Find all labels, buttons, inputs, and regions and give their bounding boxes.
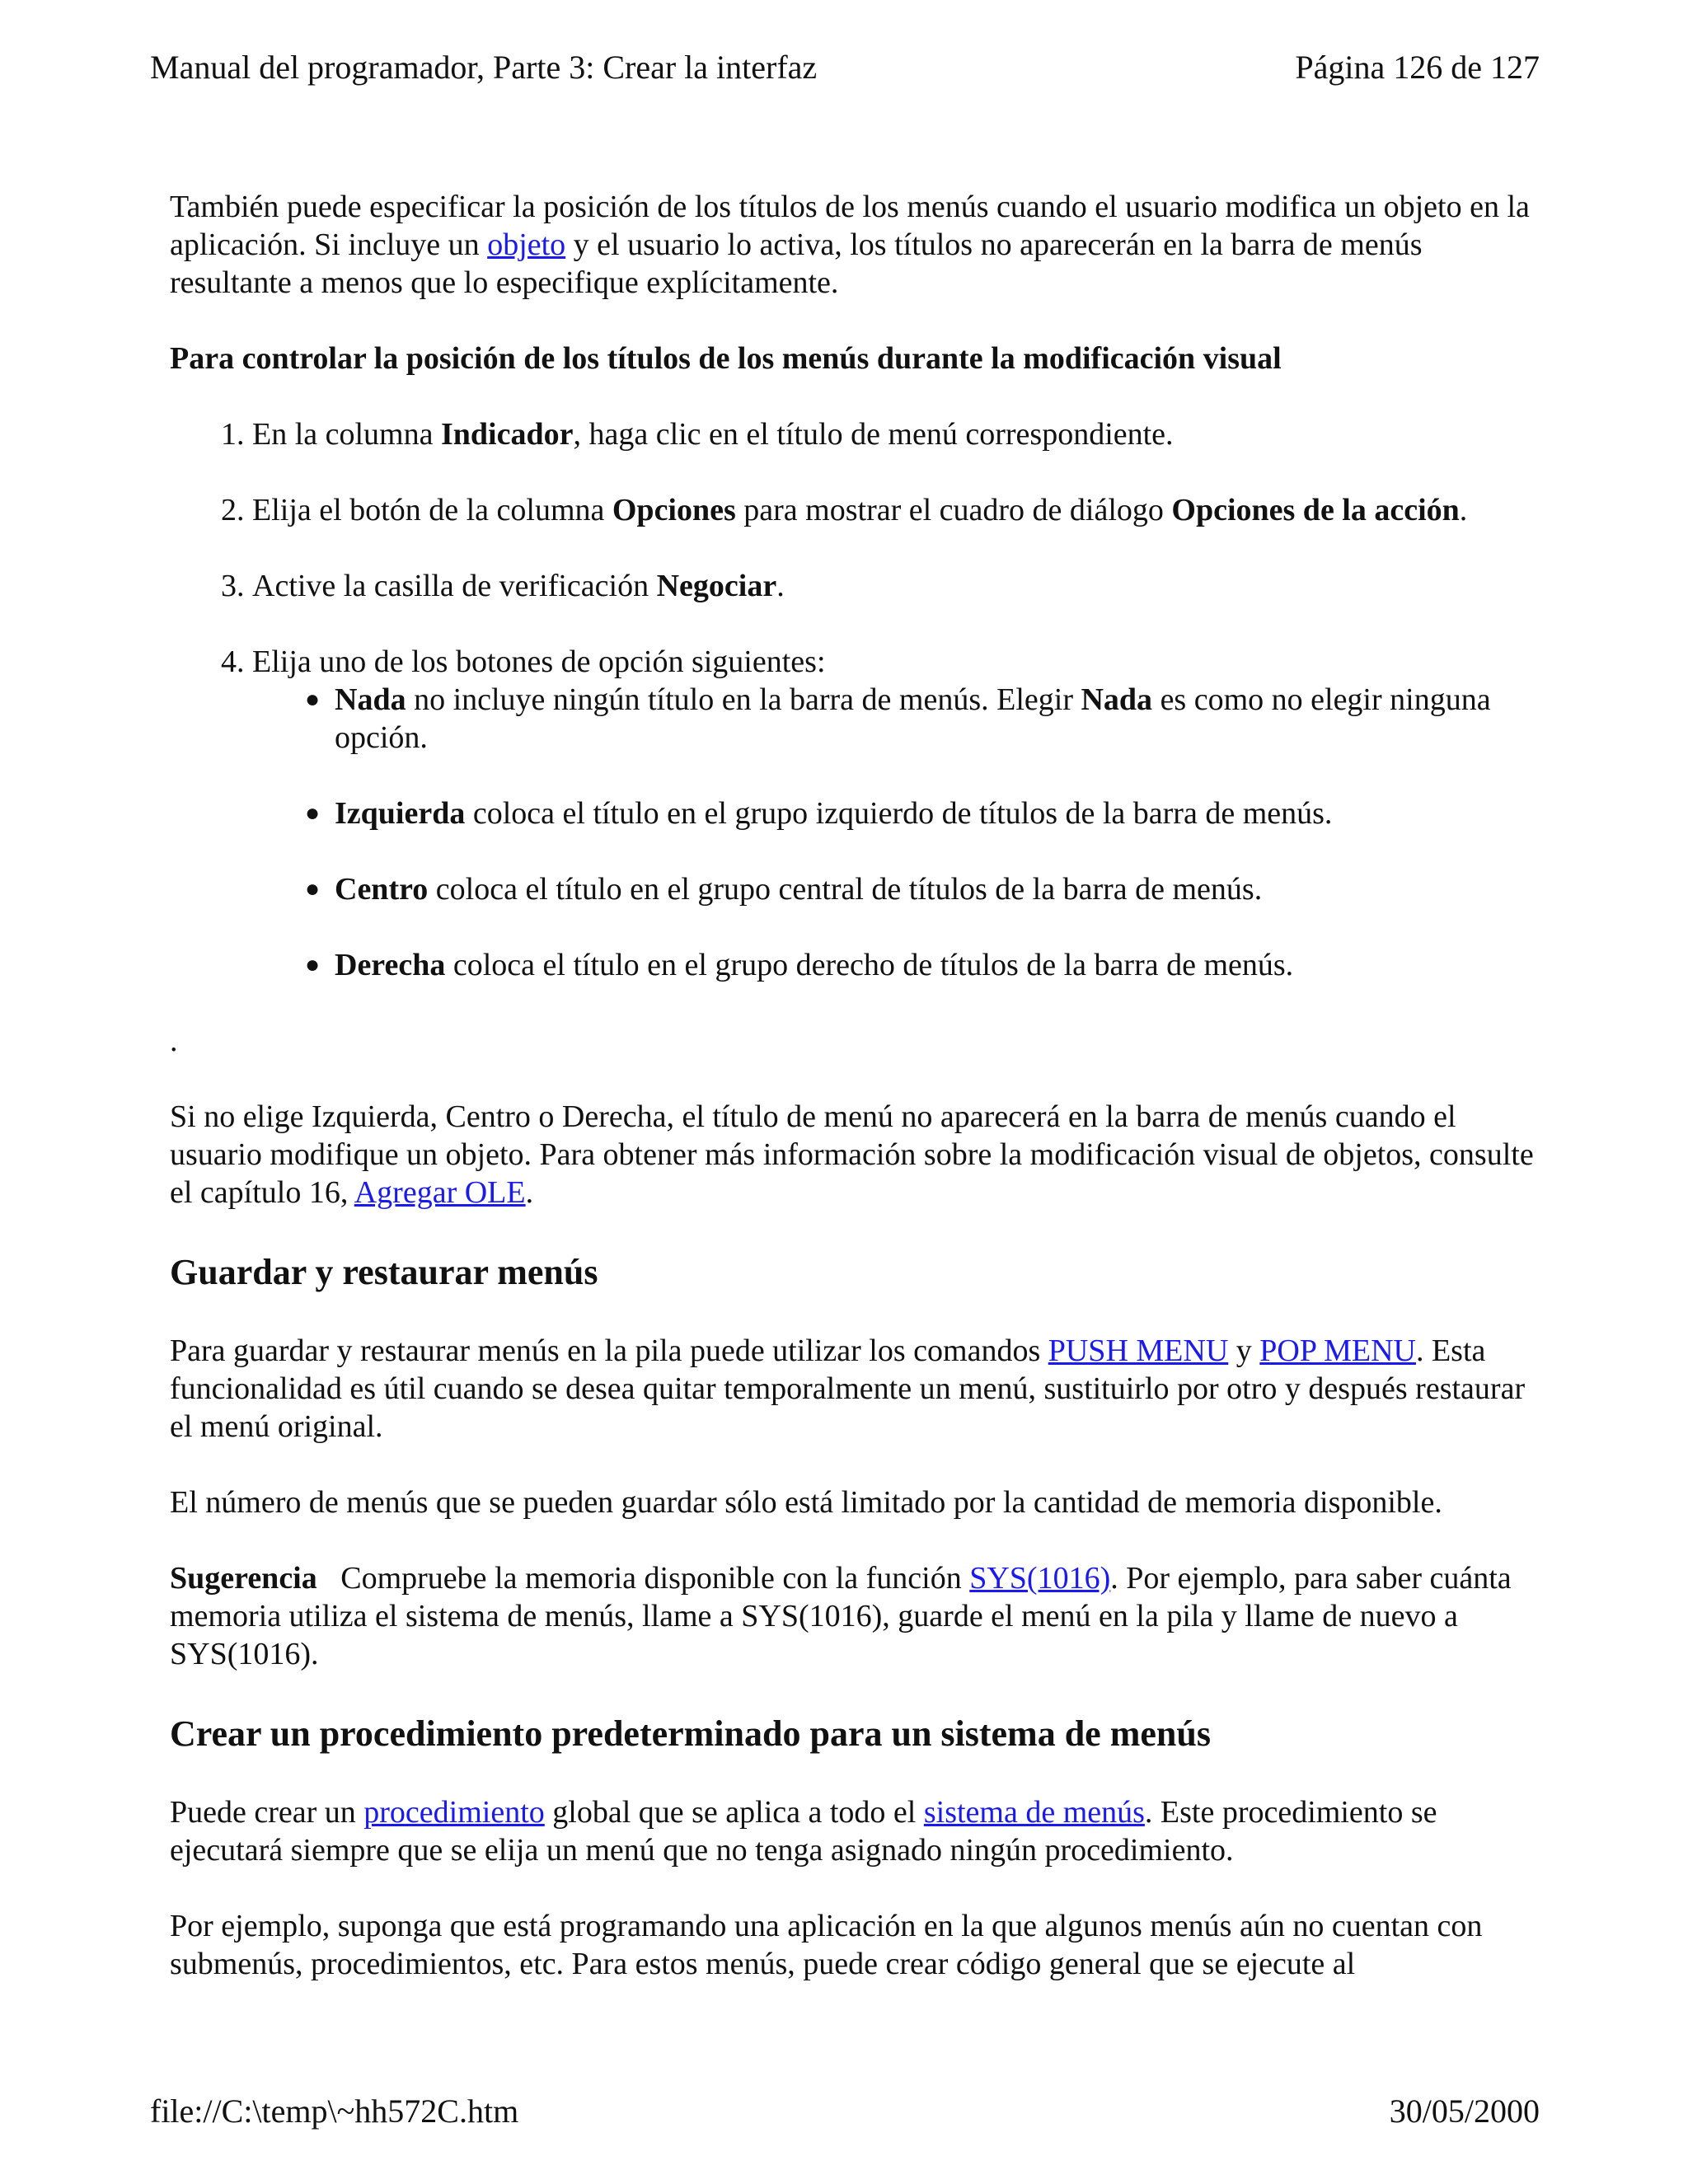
option-bold: Derecha: [335, 948, 446, 982]
option-bold: Centro: [335, 872, 429, 907]
paragraph-text: Si no elige Izquierda, Centro o Derecha, el título de menú no aparecerá en la barra de menús cuando el usuario modifique un objeto. Para obtener más información sobre la modificación visual de objetos, consulte el capítulo 16,: [170, 1099, 1534, 1210]
step-item: [252, 643, 1538, 984]
paragraph-text: global que se aplica a todo el: [544, 1795, 924, 1830]
procedimiento-link[interactable]: procedimiento: [363, 1795, 545, 1830]
option-bold: Nada: [1081, 682, 1153, 717]
file-path: file://C:\temp\~hh572C.htm: [150, 2093, 519, 2130]
option-text: coloca el título en el grupo derecho de títulos de la barra de menús.: [445, 948, 1294, 982]
bullet-icon: ●: [305, 951, 321, 978]
paragraph-text: .: [525, 1175, 534, 1210]
option-item: [305, 794, 1538, 832]
sys1016-link[interactable]: SYS(1016): [969, 1561, 1111, 1596]
option-item: [305, 681, 1538, 757]
paragraph-text: . Por ejemplo, para saber cuánta memoria utiliza el sistema de menús, llame a SYS(1016), guarde el menú en la pila y llame de nuevo a SYS(1016).: [170, 1561, 1512, 1671]
bullet-icon: ●: [305, 799, 321, 827]
paragraph-text: . Esta funcionalidad es útil cuando se desea quitar temporalmente un menú, sustituirlo por otro y después restaurar el menú original.: [170, 1333, 1526, 1444]
procedure-heading: Para controlar la posición de los títulos de los menús durante la modificación visual: [170, 341, 1282, 376]
option-text: coloca el título en el grupo central de títulos de la barra de menús.: [428, 872, 1263, 907]
option-item: [305, 870, 1538, 908]
step-bold: Opciones: [612, 493, 736, 527]
steps-list: [170, 415, 1538, 984]
step-text: En la columna: [252, 417, 441, 452]
step-bold: Opciones de la acción: [1171, 493, 1460, 527]
page-content: [170, 188, 1538, 1983]
after-options-paragraph: [170, 1098, 1538, 1212]
document-title: Manual del programador, Parte 3: Crear la interfaz: [150, 49, 818, 86]
paragraph-text: Puede crear un: [170, 1795, 364, 1830]
step-item: [252, 567, 1538, 605]
intro-text: También puede especificar la posición de los títulos de los menús cuando el usuario modifica un objeto en la aplicación. Si incluye un: [170, 190, 1530, 262]
options-list: [252, 681, 1538, 984]
paragraph-text: y: [1228, 1333, 1260, 1368]
agregar-ole-link[interactable]: Agregar OLE: [354, 1175, 526, 1210]
page-header: [150, 48, 1540, 87]
sistema-de-menus-link[interactable]: sistema de menús: [923, 1795, 1145, 1830]
option-bold: Izquierda: [335, 796, 466, 831]
paragraph-text: . Este procedimiento se ejecutará siempre que se elija un menú que no tenga asignado ningún procedimiento.: [170, 1795, 1437, 1868]
objeto-link[interactable]: objeto: [487, 227, 566, 262]
step-text: Elija uno de los botones de opción siguientes:: [252, 644, 826, 679]
paragraph-text: Para guardar y restaurar menús en la pila puede utilizar los comandos: [170, 1333, 1048, 1368]
step-text: , haga clic en el título de menú correspondiente.: [573, 417, 1174, 452]
push-menu-link[interactable]: PUSH MENU: [1048, 1333, 1229, 1368]
example-paragraph: Por ejemplo, suponga que está programando una aplicación en la que algunos menús aún no cuentan con submenús, procedimientos, etc. Para estos menús, puede crear código general que se ejecute al: [170, 1909, 1483, 1981]
bullet-icon: ●: [305, 686, 321, 713]
section-heading-procedimiento: Crear un procedimiento predeterminado para un sistema de menús: [170, 1713, 1211, 1754]
section-heading-guardar: Guardar y restaurar menús: [170, 1252, 598, 1292]
intro-paragraph: [170, 188, 1538, 302]
tip-label: Sugerencia: [170, 1561, 317, 1596]
step-text: .: [776, 569, 785, 603]
stray-period: .: [170, 1024, 178, 1058]
option-text: coloca el título en el grupo izquierdo de títulos de la barra de menús.: [465, 796, 1333, 831]
step-item: [252, 415, 1538, 453]
step-text: .: [1459, 493, 1468, 527]
tip-paragraph: [170, 1559, 1538, 1673]
step-text: para mostrar el cuadro de diálogo: [735, 493, 1172, 527]
intro-text-end: y el usuario lo activa, los títulos no aparecerán en la barra de menús resultante a menos que lo especifique explícitamente.: [170, 227, 1423, 300]
step-text: Active la casilla de verificación: [252, 569, 657, 603]
option-text: es como no elegir ninguna opción.: [335, 682, 1491, 755]
push-pop-paragraph: [170, 1332, 1538, 1446]
paragraph-text: Compruebe la memoria disponible con la función: [316, 1561, 970, 1596]
page-footer: [150, 2092, 1540, 2131]
print-date: 30/05/2000: [1389, 2093, 1540, 2130]
option-item: [305, 946, 1538, 984]
option-text: no incluye ningún título en la barra de menús. Elegir: [406, 682, 1081, 717]
memory-paragraph: El número de menús que se pueden guardar sólo está limitado por la cantidad de memoria disponible.: [170, 1485, 1442, 1520]
option-bold: Nada: [335, 682, 406, 717]
step-item: [252, 491, 1538, 529]
step-text: Elija el botón de la columna: [252, 493, 612, 527]
global-procedure-paragraph: [170, 1793, 1538, 1869]
bullet-icon: ●: [305, 875, 321, 902]
pop-menu-link[interactable]: POP MENU: [1259, 1333, 1416, 1368]
step-bold: Negociar: [656, 569, 777, 603]
step-bold: Indicador: [440, 417, 574, 452]
page-number: Página 126 de 127: [1295, 49, 1540, 86]
